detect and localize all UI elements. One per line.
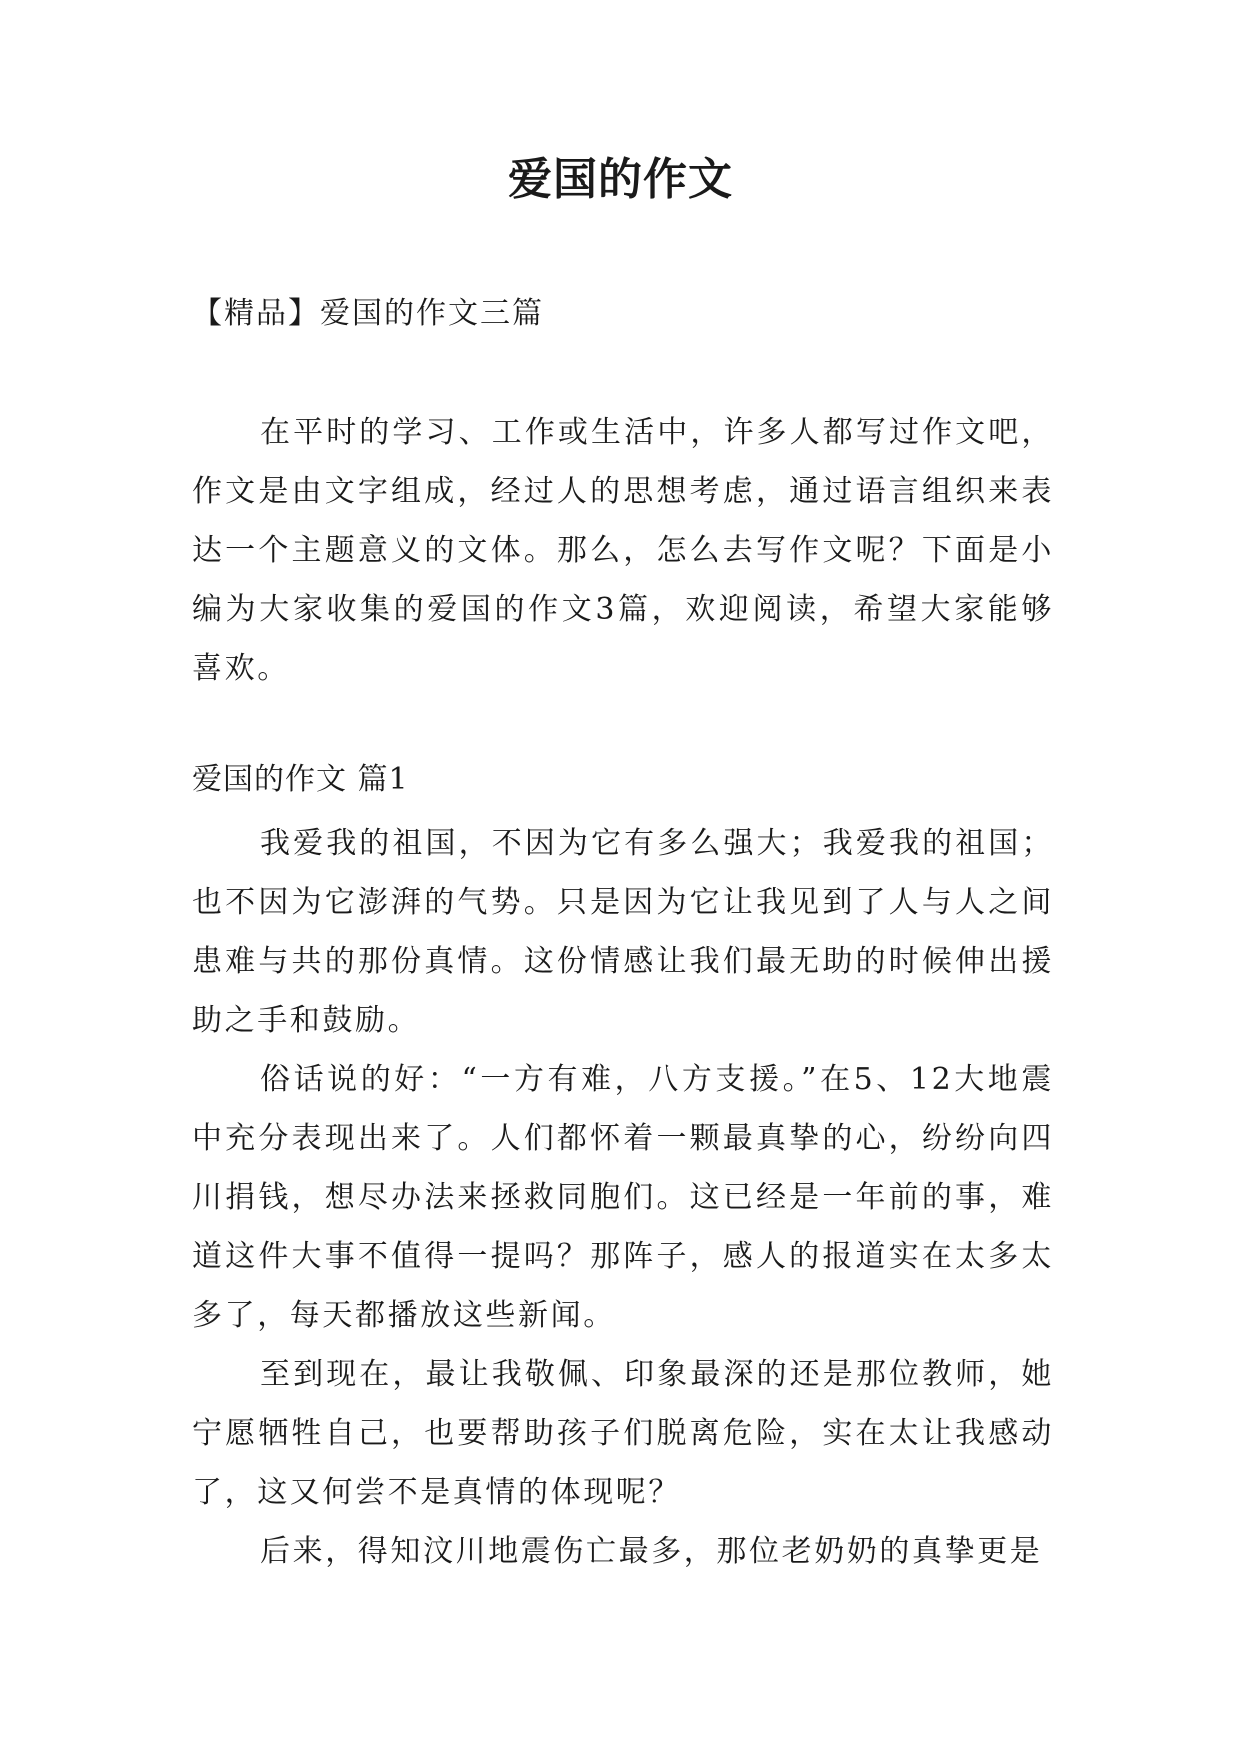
intro-paragraph: 在平时的学习、工作或生活中，许多人都写过作文吧，作文是由文字组成，经过人的思想考虑，通过语言组织来表达一个主题意义的文体。那么，怎么去写作文呢？下面是小编为大家收集的爱国的作文3篇，欢迎阅读，希望大家能够喜欢。 [192,415,1054,686]
essay-body [192,814,1054,1581]
document-subtitle: 【精品】爱国的作文三篇 [192,296,544,331]
document-title: 爱国的作文 [508,154,733,205]
essay-paragraph: 后来，得知汶川地震伤亡最多，那位老奶奶的真挚更是 [260,1534,1043,1569]
section-heading: 爱国的作文 篇1 [192,762,409,797]
essay-paragraph: 我爱我的祖国，不因为它有多么强大；我爱我的祖国；也不因为它澎湃的气势。只是因为它让我见到了人与人之间患难与共的那份真情。这份情感让我们最无助的时候伸出援助之手和鼓励。 [192,826,1054,1038]
essay-paragraph: 俗话说的好：“一方有难，八方支援。”在5、12大地震中充分表现出来了。人们都怀着一颗最真挚的心，纷纷向四川捐钱，想尽办法来拯救同胞们。这已经是一年前的事，难道这件大事不值得一提吗？那阵子，感人的报道实在太多太多了，每天都播放这些新闻。 [192,1062,1054,1333]
essay-paragraph: 至到现在，最让我敬佩、印象最深的还是那位教师，她宁愿牺牲自己，也要帮助孩子们脱离危险，实在太让我感动了，这又何尝不是真情的体现呢？ [192,1357,1054,1510]
